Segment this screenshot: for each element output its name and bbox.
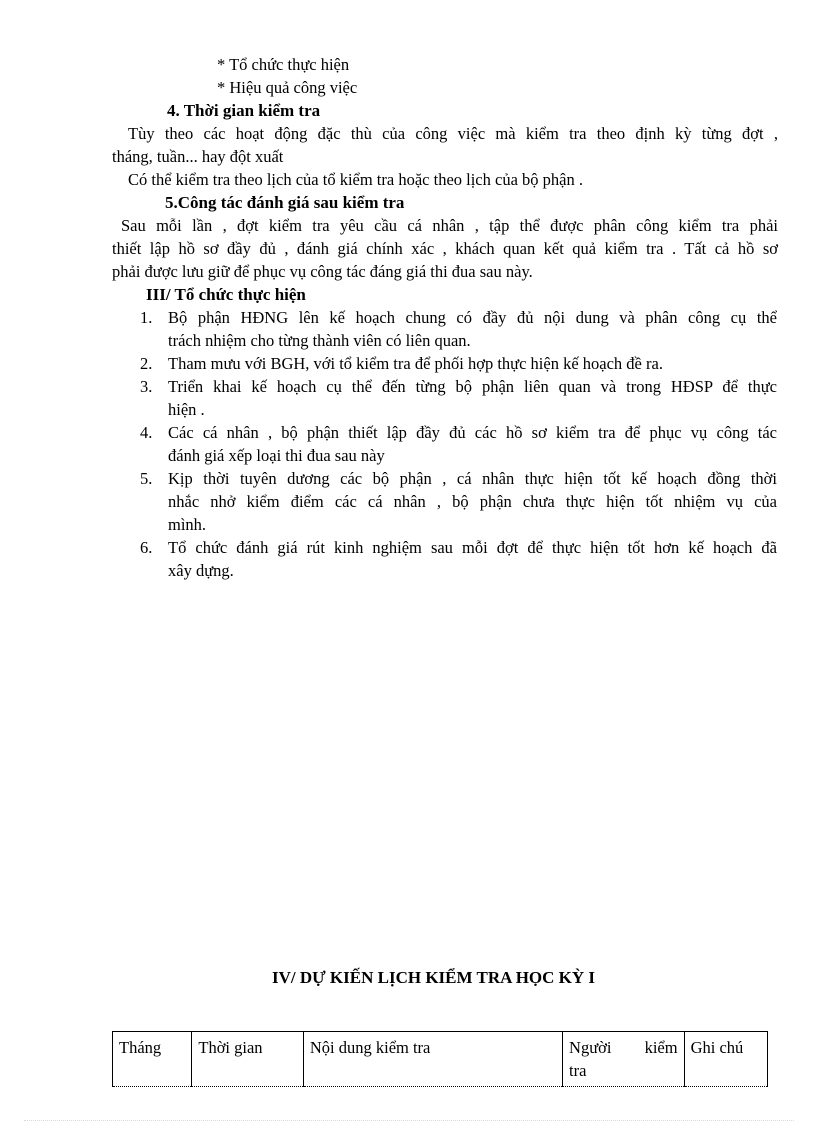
section-4-paragraph-line: tháng, tuần... hay đột xuất xyxy=(112,147,284,166)
list-item-text: xây dựng. xyxy=(168,561,234,580)
list-item-number: 3. xyxy=(140,377,153,396)
list-item-text: mình. xyxy=(168,515,207,534)
header-cell-note: Ghi chú xyxy=(684,1032,767,1087)
section-5-paragraph-line: Sau mỗi lần , đợt kiểm tra yêu cầu cá nhân , tập thể được phân công kiểm tra phải xyxy=(121,216,778,235)
list-item-text: Tham mưu với BGH, với tổ kiểm tra để phối hợp thực hiện kế hoạch đề ra. xyxy=(168,354,663,373)
header-person-word: tra xyxy=(569,1061,587,1080)
list-item-number: 4. xyxy=(140,423,153,442)
header-cell-month: Tháng xyxy=(113,1032,192,1087)
section-5-paragraph-line: thiết lập hồ sơ đầy đủ , đánh giá chính xác , khách quan kết quả kiểm tra . Tất cả hồ sơ xyxy=(112,239,778,258)
section-iv-title: IV/ DỰ KIẾN LỊCH KIỂM TRA HỌC KỲ I xyxy=(272,968,596,987)
list-item xyxy=(140,467,777,536)
header-cell-person-line xyxy=(569,1036,678,1059)
list-item-number: 1. xyxy=(140,308,153,327)
section-iii-title: III/ Tổ chức thực hiện xyxy=(146,285,306,304)
section-4-title: 4. Thời gian kiểm tra xyxy=(167,101,321,120)
list-item xyxy=(140,536,777,582)
list-item-line: Các cá nhân , bộ phận thiết lập đầy đủ các hồ sơ kiểm tra để phục vụ công tác xyxy=(168,423,777,442)
bullet-item: * Hiệu quả công việc xyxy=(217,78,358,97)
list-item xyxy=(140,375,777,421)
list-item-number: 5. xyxy=(140,469,153,488)
schedule-table xyxy=(112,1031,768,1087)
list-item xyxy=(140,306,777,352)
section-4-paragraph-line: Tùy theo các hoạt động đặc thù của công việc mà kiểm tra theo định kỳ từng đợt , xyxy=(128,124,778,143)
list-item-text: trách nhiệm cho từng thành viên có liên quan. xyxy=(168,331,471,350)
section-5-title: 5.Công tác đánh giá sau kiểm tra xyxy=(165,193,405,212)
section-4-paragraph: Có thể kiểm tra theo lịch của tổ kiểm tra hoặc theo lịch của bộ phận . xyxy=(128,170,583,189)
list-item-line: Triển khai kế hoạch cụ thể đến từng bộ phận liên quan và trong HĐSP để thực xyxy=(168,377,777,396)
list-item-text: hiện . xyxy=(168,400,205,419)
list-item-line: Kịp thời tuyên dương các bộ phận , cá nhân thực hiện tốt kế hoạch đồng thời xyxy=(168,469,777,488)
list-item-line: nhắc nhở kiểm điểm các cá nhân , bộ phận chưa thực hiện tốt nhiệm vụ của xyxy=(168,492,777,511)
header-person-word: kiểm xyxy=(644,1038,678,1057)
header-person-word: Người xyxy=(569,1038,612,1057)
bullet-item: * Tổ chức thực hiện xyxy=(217,55,350,74)
table-header-row xyxy=(113,1032,768,1087)
implementation-list xyxy=(140,306,777,582)
header-cell-person xyxy=(563,1032,685,1087)
list-item-text: đánh giá xếp loại thi đua sau này xyxy=(168,446,385,465)
list-item xyxy=(140,352,777,375)
section-5-paragraph-line: phải được lưu giữ để phục vụ công tác đáng giá thi đua sau này. xyxy=(112,262,533,281)
list-item-line: Tổ chức đánh giá rút kinh nghiệm sau mỗi đợt để thực hiện tốt hơn kế hoạch đã xyxy=(168,538,777,557)
list-item-number: 2. xyxy=(140,354,153,373)
list-item-line: Bộ phận HĐNG lên kế hoạch chung có đầy đủ nội dung và phân công cụ thể xyxy=(168,308,777,327)
list-item-number: 6. xyxy=(140,538,153,557)
page-bottom-rule xyxy=(24,1120,794,1121)
header-cell-content: Nội dung kiểm tra xyxy=(303,1032,562,1087)
list-item xyxy=(140,421,777,467)
header-cell-time: Thời gian xyxy=(192,1032,304,1087)
